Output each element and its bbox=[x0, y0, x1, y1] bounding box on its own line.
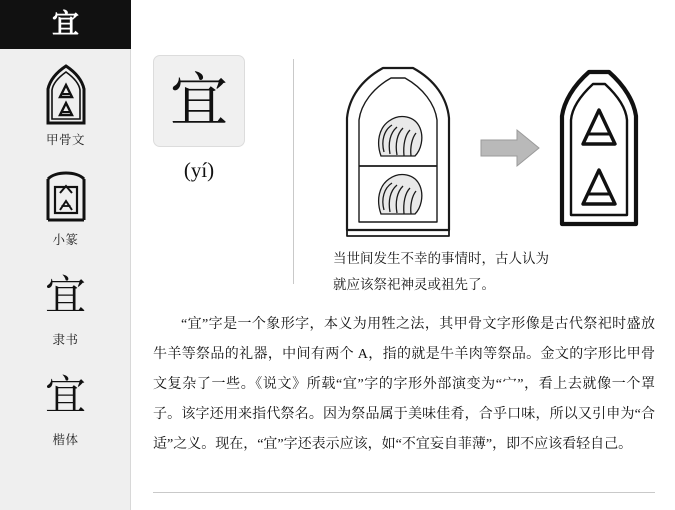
script-label: 小篆 bbox=[52, 233, 79, 247]
explanation-paragraph: “宜”字是一个象形字，本义为用牲之法，其甲骨文字形像是古代祭祀时盛放牛羊等祭品的礼器，中间有两个 A，指的就是牛羊肉等祭品。金文的字形比甲骨文复杂了一些。《说文》所载“宜”字的字形外部演变为“宀”，看上去就像一个罩子。该字还用来指代祭名。因为祭品属于美味佳肴，合乎口味，所以又引申为“合适”之义。现在，“宜”字还表示应该，如“不宜妄自菲薄”，即不应该看轻自己。 bbox=[153, 317, 655, 452]
sidebar-item-clerical-script[interactable] bbox=[0, 255, 131, 355]
hero-character: 宜 bbox=[169, 68, 228, 133]
rightwards-arrow bbox=[481, 130, 539, 166]
sidebar-item-seal-script[interactable] bbox=[0, 155, 131, 255]
clerical-script-glyph bbox=[45, 262, 86, 328]
sidebar-item-regular-script[interactable] bbox=[0, 355, 131, 455]
caption-line-2: 就应该祭祀神灵或祖先了。 bbox=[333, 277, 495, 292]
main-content bbox=[131, 0, 675, 510]
script-label: 甲骨文 bbox=[45, 133, 85, 147]
seal-script-glyph bbox=[41, 162, 91, 228]
sidebar-header-char: 宜 bbox=[52, 9, 79, 39]
vertical-divider bbox=[293, 59, 294, 284]
character-overview bbox=[153, 50, 653, 292]
sidebar-header bbox=[0, 0, 131, 49]
script-list bbox=[0, 49, 130, 455]
script-evolution-sidebar bbox=[0, 0, 131, 510]
regular-script-glyph bbox=[45, 362, 86, 428]
bottom-divider bbox=[153, 492, 655, 493]
sidebar-item-oracle-bone[interactable] bbox=[0, 55, 131, 155]
caption-line-1: 当世间发生不幸的事情时，古人认为 bbox=[333, 251, 549, 266]
regular-script-char: 宜 bbox=[45, 371, 86, 418]
script-label: 隶书 bbox=[52, 333, 79, 347]
oracle-bone-glyph bbox=[40, 62, 92, 128]
pinyin-label: (yí) bbox=[183, 158, 215, 182]
hero-character-box bbox=[153, 55, 245, 147]
oracle-bone-origin-illustration bbox=[321, 58, 651, 240]
script-label: 楷体 bbox=[52, 433, 79, 447]
clerical-script-char: 宜 bbox=[45, 271, 86, 318]
illustration-caption bbox=[333, 246, 643, 298]
